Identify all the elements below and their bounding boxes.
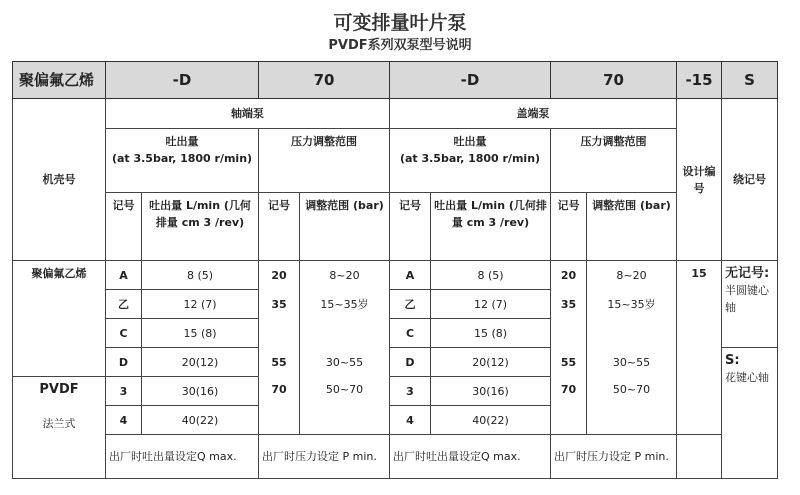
housing-value-2-title: PVDF xyxy=(39,382,79,397)
header-cover-series: -D xyxy=(390,62,551,99)
model-code-row xyxy=(13,62,778,99)
cover-code-cell: 乙 xyxy=(390,290,431,319)
winding-none-label: 无记号: xyxy=(725,266,770,281)
shaft-flow-cell: 40(22) xyxy=(142,406,259,435)
header-cover-pressure: 70 xyxy=(551,62,677,99)
header-shaft-pressure: 70 xyxy=(259,62,390,99)
design-no-empty xyxy=(677,435,722,479)
cover-flow-cell: 12 (7) xyxy=(431,290,551,319)
cover-range-empty xyxy=(587,319,677,348)
unit-header-row xyxy=(13,193,778,261)
cover-discharge-title: 吐出量 xyxy=(453,135,487,148)
shaft-code-cell: 3 xyxy=(106,377,142,406)
design-no-label: 设计编号 xyxy=(677,99,722,261)
table-row xyxy=(13,261,778,290)
cover-flow-cell: 40(22) xyxy=(431,406,551,435)
housing-value-2 xyxy=(13,377,106,479)
cover-pressure-note: 出厂时压力设定 P min. xyxy=(551,435,677,479)
winding-s-cell xyxy=(722,348,778,479)
shaft-range-cell: 50~70 xyxy=(300,377,390,435)
housing-value-1: 聚偏氟乙烯 xyxy=(13,261,106,377)
shaft-discharge-header xyxy=(106,129,259,193)
cover-discharge-cond: (at 3.5bar, 1800 r/min) xyxy=(399,152,541,165)
table-row xyxy=(13,319,778,348)
cover-pcode-header: 记号 xyxy=(551,193,587,261)
cover-range-cell: 30~55 xyxy=(587,348,677,377)
header-material: 聚偏氟乙烯 xyxy=(13,62,106,99)
shaft-code-cell: C xyxy=(106,319,142,348)
shaft-discharge-cond: (at 3.5bar, 1800 r/min) xyxy=(111,152,253,165)
cover-range-cell: 15~35岁 xyxy=(587,290,677,319)
winding-none-desc: 半圆键心轴 xyxy=(725,284,769,314)
cover-flow-cell: 15 (8) xyxy=(431,319,551,348)
shaft-range-empty xyxy=(300,319,390,348)
cover-code-cell: D xyxy=(390,348,431,377)
shaft-range-cell: 15~35岁 xyxy=(300,290,390,319)
cover-flow-unit-header: 吐出量 L/min (几何排量 cm 3 /rev) xyxy=(431,193,551,261)
shaft-code-cell: D xyxy=(106,348,142,377)
cover-code-cell: A xyxy=(390,261,431,290)
shaft-pcode-cell: 20 xyxy=(259,261,300,290)
winding-s-desc: 花键心轴 xyxy=(725,371,769,384)
group-row xyxy=(13,99,778,129)
shaft-range-cell: 8~20 xyxy=(300,261,390,290)
shaft-pcode-empty xyxy=(259,319,300,348)
shaft-pcode-header: 记号 xyxy=(259,193,300,261)
header-shaft-series: -D xyxy=(106,62,259,99)
housing-value-2-sub: 法兰式 xyxy=(42,417,76,430)
shaft-code-cell: 乙 xyxy=(106,290,142,319)
shaft-flow-cell: 20(12) xyxy=(142,348,259,377)
cover-flow-cell: 20(12) xyxy=(431,348,551,377)
cover-discharge-header xyxy=(390,129,551,193)
cover-pump-label: 盖端泵 xyxy=(390,99,677,129)
cover-range-header: 调整范围 (bar) xyxy=(587,193,677,261)
notes-row xyxy=(13,435,778,479)
shaft-pump-label: 轴端泵 xyxy=(106,99,390,129)
table-row xyxy=(13,348,778,377)
subheader-row xyxy=(13,129,778,193)
winding-none-cell xyxy=(722,261,778,348)
shaft-range-cell: 30~55 xyxy=(300,348,390,377)
shaft-code-cell: 4 xyxy=(106,406,142,435)
shaft-flow-note: 出厂时吐出量设定Q max. xyxy=(106,435,259,479)
header-winding: S xyxy=(722,62,778,99)
cover-pcode-empty xyxy=(551,319,587,348)
shaft-pcode-cell: 70 xyxy=(259,377,300,435)
cover-pcode-cell: 20 xyxy=(551,261,587,290)
cover-pcode-cell: 55 xyxy=(551,348,587,377)
shaft-code-header: 记号 xyxy=(106,193,142,261)
winding-label: 绕记号 xyxy=(722,99,778,261)
cover-code-cell: 3 xyxy=(390,377,431,406)
table-row xyxy=(13,290,778,319)
page-title: 可变排量叶片泵 xyxy=(333,12,467,34)
shaft-flow-cell: 15 (8) xyxy=(142,319,259,348)
table-row xyxy=(13,377,778,406)
shaft-pcode-cell: 35 xyxy=(259,290,300,319)
cover-pcode-cell: 70 xyxy=(551,377,587,435)
cover-flow-cell: 30(16) xyxy=(431,377,551,406)
shaft-pressure-header: 压力调整范围 xyxy=(259,129,390,193)
cover-flow-note: 出厂时吐出量设定Q max. xyxy=(390,435,551,479)
page-subtitle: PVDF系列双泵型号说明 xyxy=(328,38,472,53)
cover-pcode-cell: 35 xyxy=(551,290,587,319)
cover-code-header: 记号 xyxy=(390,193,431,261)
design-no-value: 15 xyxy=(677,261,722,435)
shaft-discharge-title: 吐出量 xyxy=(165,135,199,148)
header-design-no: -15 xyxy=(677,62,722,99)
shaft-code-cell: A xyxy=(106,261,142,290)
shaft-flow-unit-header: 吐出量 L/min (几何排量 cm 3 /rev) xyxy=(142,193,259,261)
cover-pressure-header: 压力调整范围 xyxy=(551,129,677,193)
shaft-pressure-note: 出厂时压力设定 P min. xyxy=(259,435,390,479)
winding-s-label: S: xyxy=(725,353,740,368)
shaft-pcode-cell: 55 xyxy=(259,348,300,377)
model-code-table xyxy=(12,61,778,479)
housing-label: 机壳号 xyxy=(13,99,106,261)
shaft-flow-cell: 8 (5) xyxy=(142,261,259,290)
cover-flow-cell: 8 (5) xyxy=(431,261,551,290)
cover-code-cell: 4 xyxy=(390,406,431,435)
shaft-flow-cell: 12 (7) xyxy=(142,290,259,319)
shaft-flow-cell: 30(16) xyxy=(142,377,259,406)
shaft-range-header: 调整范围 (bar) xyxy=(300,193,390,261)
cover-range-cell: 50~70 xyxy=(587,377,677,435)
cover-range-cell: 8~20 xyxy=(587,261,677,290)
cover-code-cell: C xyxy=(390,319,431,348)
